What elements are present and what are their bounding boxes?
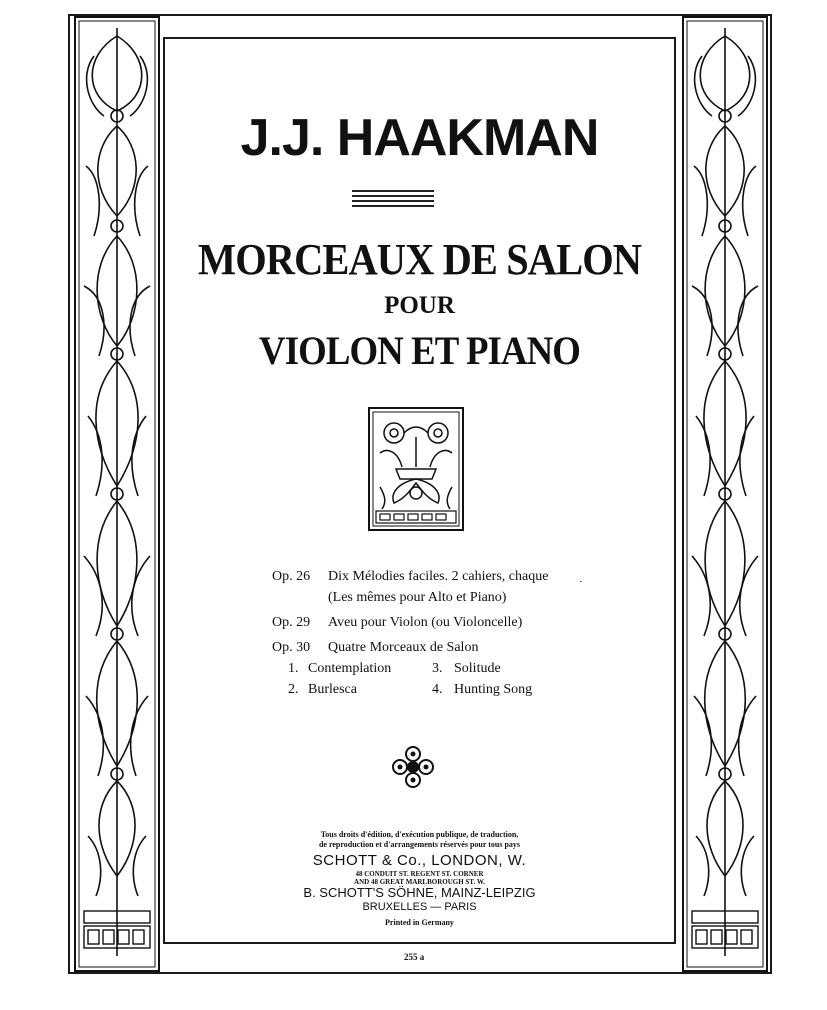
- plate-number: 255 a: [404, 952, 425, 962]
- decorative-rules: [352, 190, 434, 210]
- address-line: 48 CONDUIT ST. REGENT ST. CORNER: [355, 870, 484, 878]
- work-entry-title: Quatre Morceaux de Salon: [328, 640, 479, 655]
- opus-number: Op. 30: [272, 640, 311, 655]
- work-title: MORCEAUX DE SALON: [197, 235, 642, 284]
- piece-title: Contemplation: [308, 661, 392, 676]
- left-acanthus-border-icon: [74, 16, 160, 972]
- instrumentation: VIOLON ET PIANO: [259, 328, 580, 373]
- printed-in-note: Printed in Germany: [385, 918, 454, 927]
- address-line: AND 48 GREAT MARLBOROUGH ST. W.: [354, 878, 485, 886]
- piece-number: 1.: [288, 661, 299, 676]
- opus-number: Op. 29: [272, 615, 311, 630]
- composer-name: J.J. HAAKMAN: [240, 109, 599, 167]
- opus-number: Op. 26: [272, 569, 311, 584]
- title-pour: POUR: [384, 292, 455, 319]
- work-entry-title: Dix Mélodies faciles. 2 cahiers, chaque: [328, 569, 549, 584]
- stray-mark: ·: [579, 576, 583, 588]
- quatrefoil-ornament-icon: [390, 744, 436, 790]
- rights-notice: [163, 830, 676, 850]
- piece-title: Solitude: [454, 661, 501, 676]
- piece-title: Hunting Song: [454, 682, 533, 697]
- floral-emblem-icon: [368, 407, 464, 531]
- rights-line: Tous droits d'édition, d'exécution publique, de traduction,: [320, 830, 519, 839]
- publisher-address: [163, 870, 676, 886]
- publisher-london: SCHOTT & Co., LONDON, W.: [312, 852, 527, 869]
- piece-number: 2.: [288, 682, 299, 697]
- publisher-mainz: B. SCHOTT'S SÖHNE, MAINZ-LEIPZIG: [303, 885, 536, 900]
- right-acanthus-border-icon: [682, 16, 768, 972]
- piece-title: Burlesca: [308, 682, 357, 697]
- rights-line: de reproduction et d'arrangements réservés pour tous pays: [318, 840, 521, 849]
- piece-number: 4.: [432, 682, 443, 697]
- publisher-cities: BRUXELLES — PARIS: [362, 901, 477, 913]
- work-entry-title: Aveu pour Violon (ou Violoncelle): [328, 615, 523, 630]
- work-entry-title: (Les mêmes pour Alto et Piano): [328, 590, 507, 605]
- piece-number: 3.: [432, 661, 443, 676]
